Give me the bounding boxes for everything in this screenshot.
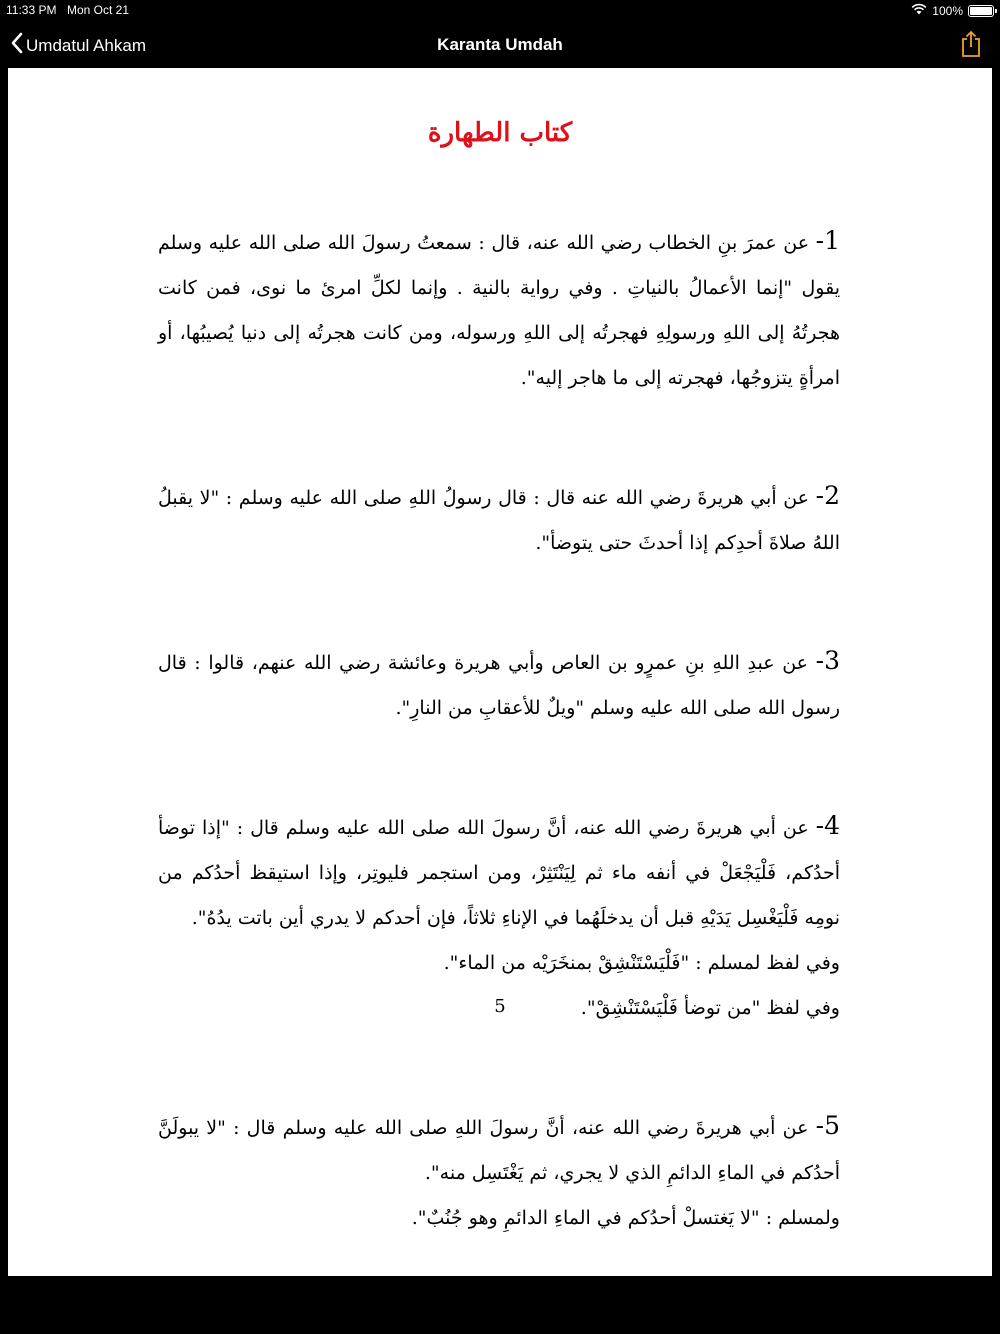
status-time: 11:33 PM: [6, 3, 57, 17]
nav-title: Karanta Umdah: [437, 35, 563, 54]
document-page[interactable]: [8, 68, 992, 1276]
back-button-label: Umdatul Ahkam: [26, 35, 146, 55]
battery-percent: 100%: [932, 3, 963, 18]
hadith-variant: وفي لفظ "من توضأ فَلْيَسْتَنْشِقْ".: [580, 997, 840, 1019]
hadith-number: 5-: [815, 1111, 840, 1140]
share-button[interactable]: [960, 30, 982, 63]
hadith-text: عن أبي هريرةَ رضي الله عنه قال : قال رسولُ اللهِ صلى الله عليه وسلم : "لا يقبلُ اللهُ صلاةَ أحدِكم إذا أحدثَ حتى يتوضأ".: [158, 487, 840, 554]
hadith-item: [158, 473, 840, 566]
wifi-icon: [911, 3, 927, 18]
hadith-text: عن أبي هريرةَ رضي الله عنه، أنَّ رسولَ اللهِ صلى الله عليه وسلم قال : "لا يبولَنَّ أحدُكم في الماءِ الدائمِ الذي لا يجري، ثم يَغْتَسِل منه".: [158, 1117, 840, 1184]
hadith-text: عن عبدِ اللهِ بنِ عمرٍو بن العاص وأبي هريرة وعائشة رضي الله عنهم، قالوا : قال رسول الله صلى الله عليه وسلم "ويلٌ للأعقابِ من النارِ".: [158, 652, 840, 719]
status-date: Mon Oct 21: [67, 3, 130, 17]
status-bar: [0, 0, 1000, 22]
share-icon: [960, 45, 982, 62]
hadith-item: [158, 218, 840, 401]
hadith-item: [158, 638, 840, 731]
hadith-number: 3-: [815, 646, 840, 675]
hadith-variant: وفي لفظ لمسلم : "فَلْيَسْتَنْشِقْ بمنخَرَيْه من الماء".: [443, 952, 840, 974]
hadith-list: [158, 218, 840, 1313]
hadith-item: [158, 1103, 840, 1241]
navigation-bar: [0, 22, 1000, 68]
hadith-number: 2-: [815, 481, 840, 510]
battery-icon: [968, 5, 994, 17]
page-number: 5: [494, 996, 506, 1017]
hadith-variant: ولمسلم : "لا يَغتسلْ أحدُكم في الماءِ الدائمِ وهو جُنُبٌ".: [411, 1207, 840, 1229]
hadith-text: عن أبي هريرةَ رضي الله عنه، أنَّ رسولَ الله صلى الله عليه وسلم قال : "إذا توضأ أحدُكم، فَلْيَجْعَلْ في أنفه ماء ثم لِيَنْتَثِرْ، ومن استجمر فليوتِر، وإذا استيقظ أحدُكم من نومِه فَلْيَغْسِل يَدَيْهِ قبل أن يدخلَهُما في الإناءِ ثلاثاً، فإن أحدكم لا يدري أين باتت يدُهُ".: [158, 817, 840, 929]
hadith-number: 1-: [815, 226, 840, 255]
chapter-title: كتاب الطهارة: [427, 118, 573, 148]
hadith-text: عن عمرَ بنِ الخطاب رضي الله عنه، قال : سمعتُ رسولَ الله صلى الله عليه وسلم يقول "إنما الأعمالُ بالنياتِ . وفي رواية بالنية . وإنما لكلِّ امرئ ما نوى، فمن كانت هجرتُهُ إلى اللهِ ورسولِهِ فهجرتُه إلى اللهِ ورسوله، ومن كانت هجرتُه إلى دنيا يُصيبُها، أو امرأةٍ يتزوجُها، فهجرته إلى ما هاجر إليه".: [158, 232, 840, 389]
hadith-number: 4-: [815, 811, 840, 840]
status-indicators: [911, 3, 994, 18]
battery-level: [970, 7, 992, 15]
